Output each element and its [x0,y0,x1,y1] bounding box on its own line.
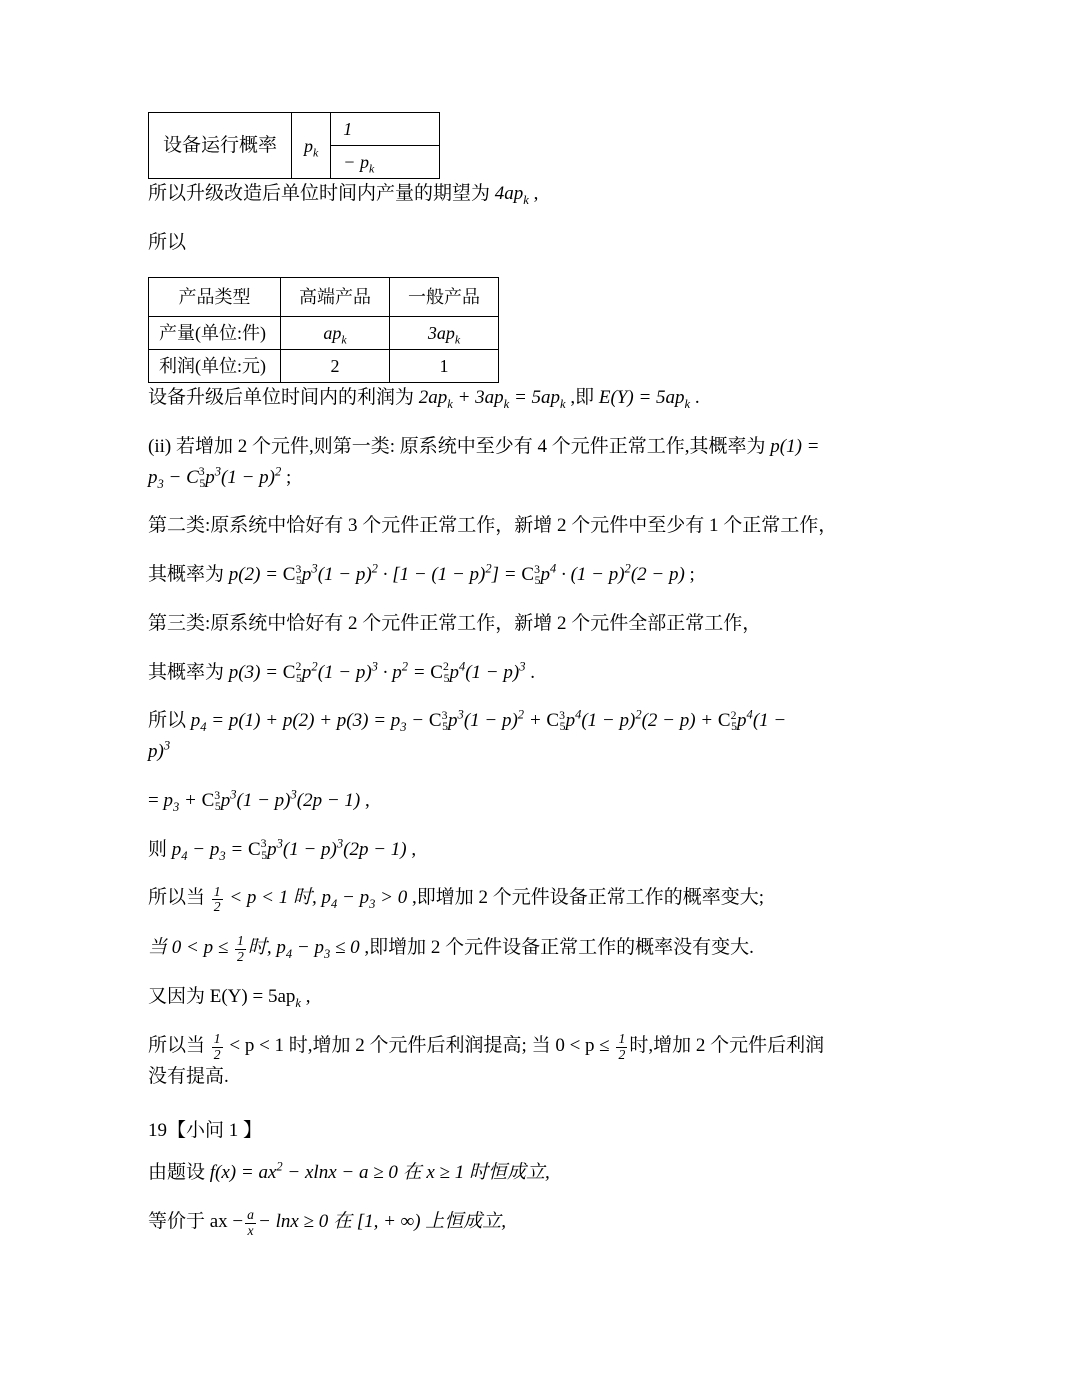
p4-simplified-line: = $p_3 + C^3_5p^3(1 - p)^3(2p - 1)$ , [148,787,370,814]
product-table [148,277,499,383]
document-content [148,112,938,1256]
class-two-prob-line: 其概率为 $p(2) = C^3_5p^3(1 - p)^2 \cdot [1 - (1 - p)^2] = C^3_5p^4 \cdot (1 - p)^2(2 - p)$ ; [148,561,695,588]
device-prob-value-1: 1 [331,113,440,146]
product-table-header-2: 一般产品 [390,277,499,316]
class-three-prob-line: 其概率为 $p(3) = C^2_5p^2(1 - p)^3 \cdot p^2 = C^2_5p^4(1 - p)^3$ . [148,659,535,685]
because-ey-line: 又因为 $E(Y) = 5ap_k$ , [148,986,311,1010]
product-table-header-0: 产品类型 [149,277,281,316]
product-row-label-1: 利润(单位:元) [149,349,281,382]
p4-sum-line: 所以 $p_4 = p(1) + p(2) + p(3) = p_3 - C^3_5p^3(1 - p)^2 + C^3_5p^4(1 - p)^2(2 - p) + C^2_5p^4(1$ − p)$^3$ [148,708,787,763]
expectation-line: 所以升级改造后单位时间内产量的期望为 $4ap_k$ , [148,183,539,207]
device-probability-table [148,112,440,179]
table-row [149,113,440,146]
product-row1-cell2: 1 [390,349,499,382]
product-row-label-0: 产量(单位:件) [149,316,281,349]
case-increase-line: 所以当 $\frac{1}{2}$ < p < 1 时, $p_4 - p_3 > 0$ ,即增加 2 个元件设备正常工作的概率变大; [148,884,764,915]
case-ii-line: (ii) 若增加 2 个元件,则第一类: 原系统中至少有 4 个元件正常工作,其概率为 p(1) = $p_3 - C^3_5p^3(1 - p)^2$ ; [148,435,820,491]
table-row [149,277,499,316]
case-no-increase-line: 当 0 < p ≤ $\frac{1}{2}$ 时, $p_4 - p_3 \le 0$ ,即增加 2 个元件设备正常工作的概率没有变大. [148,933,754,964]
final-conclusion-line: 所以当 $\frac{1}{2}$ < p < 1 时,增加 2 个元件后利润提高; 当 0 < p ≤ $\frac{1}{2}$ 时,增加 2 个元件后利润 没有提高. [148,1031,825,1088]
section-heading-19: 19【小问 1 】 [148,1119,263,1141]
class-two-line: 第二类:原系统中恰好有 3 个元件正常工作，新增 2 个元件中至少有 1 个正常工作， [148,515,838,537]
product-row0-cell2: $3ap_k$ [390,316,499,349]
table-row [149,316,499,349]
device-prob-symbol: $p_k$ [292,113,331,179]
device-prob-value-2: − $p_k$ [331,146,440,179]
problem-19-line-2: 等价于 ax − $\frac{a}{x}$ − lnx ≥ 0 在 [1, + ∞) 上恒成立, [148,1207,507,1238]
class-three-line: 第三类:原系统中恰好有 2 个元件正常工作，新增 2 个元件全部正常工作， [148,612,762,634]
product-row0-cell1: $ap_k$ [281,316,390,349]
product-table-header-1: 高端产品 [281,277,390,316]
table-row [149,349,499,382]
device-prob-label: 设备运行概率 [149,113,292,179]
p4-minus-p3-line: 则 $p_4 - p_3 = C^3_5p^3(1 - p)^3(2p - 1)$ , [148,836,417,863]
so-line: 所以 [148,231,187,253]
product-row1-cell1: 2 [281,349,390,382]
problem-19-line-1: 由题设 $f(x) = ax^2 - xlnx - a \ge 0$ 在 x ≥ 1 时恒成立, [148,1159,550,1183]
profit-line: 设备升级后单位时间内的利润为 $2ap_k + 3ap_k = 5ap_k$ ,即 $E(Y) = 5ap_k$ . [148,387,700,411]
